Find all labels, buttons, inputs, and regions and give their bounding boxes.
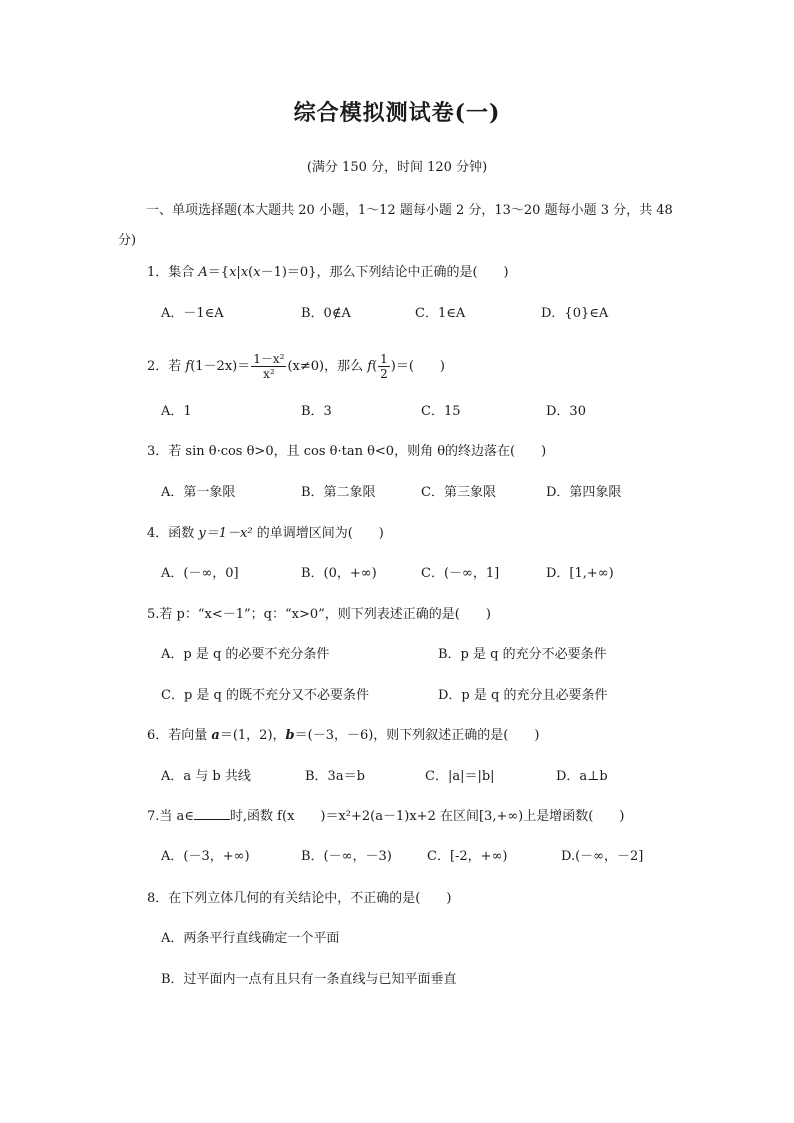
question-6-stem: 6．若向量 a＝(1，2)，b＝(－3，－6)，则下列叙述正确的是( ) (147, 728, 540, 743)
question-7-options (0, 847, 794, 869)
question-4-options (0, 564, 794, 586)
question-2-options (0, 402, 794, 424)
question-6-option-c[interactable]: C．|a|＝|b| (425, 769, 495, 784)
question-4-option-c[interactable]: C．(－∞，1] (421, 566, 500, 581)
fraction-2: $\frac{1}{2}$ (380, 352, 388, 381)
question-8-option-b-row (0, 970, 794, 992)
answer-blank[interactable] (194, 807, 230, 820)
question-4 (0, 524, 794, 546)
question-5-options-row1 (0, 645, 794, 667)
question-5 (0, 605, 794, 627)
question-3-option-c[interactable]: C．第三象限 (421, 485, 496, 500)
question-6-option-a[interactable]: A．a 与 b 共线 (161, 769, 251, 784)
question-3-options (0, 483, 794, 505)
fraction-1: $\frac{\text{1－x²}}{\text{x²}}$ (253, 352, 285, 381)
question-4-option-b[interactable]: B．(0，+∞) (301, 566, 377, 581)
question-6 (0, 726, 794, 748)
question-1-option-c[interactable]: C．1∈A (415, 306, 466, 321)
page-subtitle: (满分 150 分，时间 120 分钟) (306, 160, 488, 175)
question-5-option-b[interactable]: B．p 是 q 的充分不必要条件 (438, 647, 607, 662)
question-3-option-d[interactable]: D．第四象限 (546, 485, 622, 500)
question-2-option-a[interactable]: A．1 (161, 404, 192, 419)
question-7-option-b[interactable]: B．(－∞，－3) (301, 849, 392, 864)
question-6-options (0, 767, 794, 789)
question-5-option-d[interactable]: D．p 是 q 的充分且必要条件 (438, 688, 608, 703)
question-7-option-c[interactable]: C．[-2，+∞) (427, 849, 508, 864)
question-6-option-b[interactable]: B．3a＝b (305, 769, 365, 784)
question-8 (0, 889, 794, 911)
question-7-option-d[interactable]: D.(－∞，－2] (561, 849, 644, 864)
question-3-option-b[interactable]: B．第二象限 (301, 485, 376, 500)
question-4-option-d[interactable]: D．[1,+∞) (546, 566, 614, 581)
question-2-option-c[interactable]: C．15 (421, 404, 461, 419)
question-8-stem: 8．在下列立体几何的有关结论中，不正确的是( ) (147, 891, 452, 906)
question-1-option-a[interactable]: A．－1∈A (161, 306, 224, 321)
question-6-option-d[interactable]: D．a⊥b (556, 769, 608, 784)
question-5-stem: 5.若 p：“x<－1”；q：“x>0”，则下列表述正确的是( ) (147, 607, 491, 622)
question-3-stem: 3．若 sin θ·cos θ>0，且 cos θ·tan θ<0，则角 θ的终边落在( ) (147, 444, 547, 459)
question-3 (0, 442, 794, 464)
question-1-stem: 1．集合 A＝{x|x(x－1)＝0}，那么下列结论中正确的是( ) (147, 265, 509, 280)
question-7-stem: 7.当 a∈ 时,函数 f(x )＝x²+2(a－1)x+2 在区间[3,+∞)上是增函数( ) (147, 809, 625, 824)
question-1-option-d[interactable]: D．{0}∈A (541, 306, 609, 321)
question-4-stem: 4．函数 y＝1－x² 的单调增区间为( ) (147, 526, 384, 541)
question-1 (0, 263, 794, 285)
question-2-stem: 2．若 f(1－2x)＝ $\frac{\text{1－x²}}{\text{x²}}$ (x≠0)，那么 f( $\frac{1}{2}$ )＝( ) (147, 352, 446, 381)
question-1-option-b[interactable]: B．0∉A (301, 306, 351, 321)
question-8-option-b[interactable]: B．过平面内一点有且只有一条直线与已知平面垂直 (161, 972, 457, 987)
question-2-option-d[interactable]: D．30 (546, 404, 586, 419)
page-title: 综合模拟测试卷(一) (293, 100, 501, 126)
question-5-option-c[interactable]: C．p 是 q 的既不充分又不必要条件 (161, 688, 369, 703)
question-8-option-a-row (0, 929, 794, 951)
question-4-option-a[interactable]: A．(－∞，0] (161, 566, 239, 581)
question-7 (0, 807, 794, 829)
question-8-option-a[interactable]: A．两条平行直线确定一个平面 (161, 931, 340, 946)
question-7-option-a[interactable]: A．(－3，+∞) (161, 849, 250, 864)
question-3-option-a[interactable]: A．第一象限 (161, 485, 236, 500)
section-heading: 一、单项选择题(本大题共 20 小题，1～12 题每小题 2 分，13～20 题每小题 3 分，共 48 分) (118, 203, 673, 248)
question-5-option-a[interactable]: A．p 是 q 的必要不充分条件 (161, 647, 330, 662)
question-1-options (0, 304, 794, 326)
question-2 (0, 350, 794, 384)
question-2-option-b[interactable]: B．3 (301, 404, 332, 419)
question-5-options-row2 (0, 686, 794, 708)
